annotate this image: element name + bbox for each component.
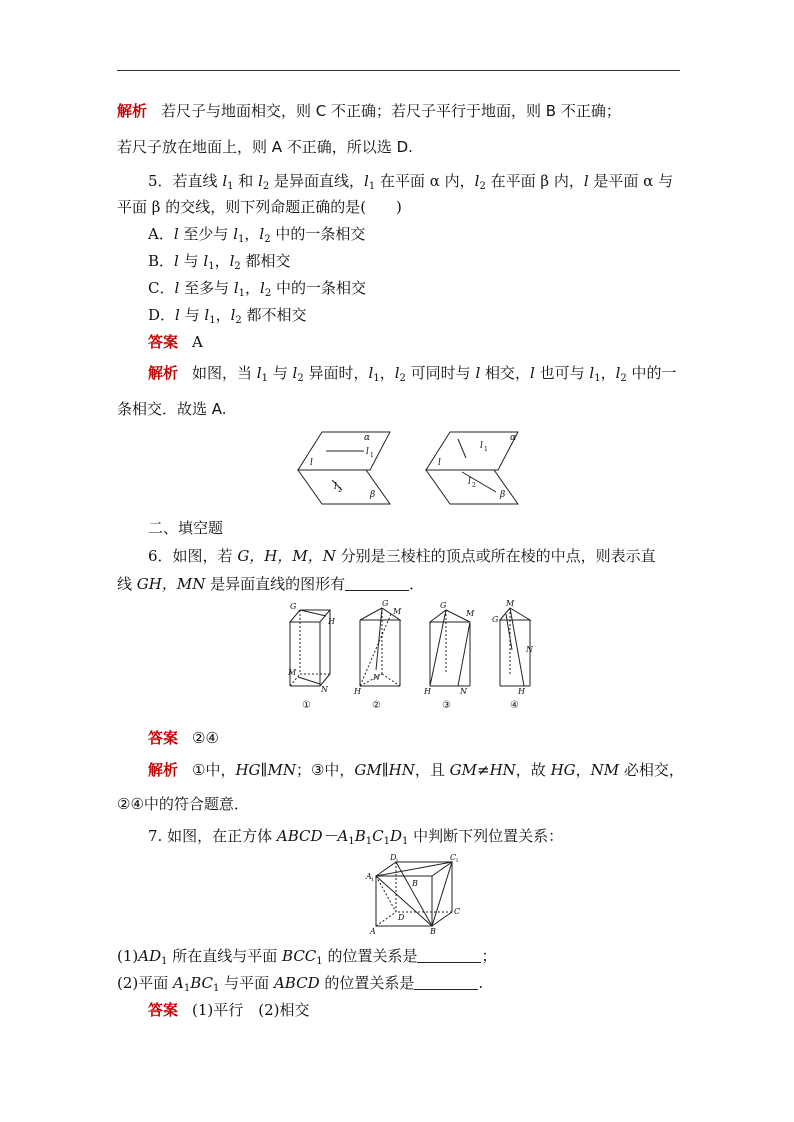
sub: 1	[227, 181, 234, 192]
q7-stem	[148, 826, 713, 846]
q5-stem-line1	[148, 171, 713, 191]
option-pre: 与	[179, 306, 205, 324]
q6-answer-value: ②④	[192, 729, 219, 747]
point-A1: A	[366, 872, 372, 881]
point-M: M	[393, 607, 402, 616]
q6-stem-line2	[117, 574, 682, 594]
point-C1: C	[450, 853, 457, 862]
q5-stem-a: 若直线	[172, 172, 223, 190]
q5-stem-c: 是异面直线，	[269, 172, 365, 190]
t: .	[478, 974, 484, 992]
var-l: l	[175, 306, 180, 324]
option-key: D．	[148, 306, 176, 324]
point-C: C	[454, 907, 461, 916]
prism-2	[360, 608, 400, 686]
sub: 1	[161, 956, 168, 967]
point-G: G	[440, 601, 447, 610]
sub: 2	[235, 315, 242, 326]
answer-label: 答案	[148, 729, 179, 747]
point-N: N	[373, 673, 380, 682]
sub: 2	[297, 373, 304, 384]
t: 所在直线与平面	[167, 947, 283, 965]
answer-blank	[414, 975, 478, 990]
math: ABCD－A	[276, 827, 349, 845]
q4-analysis-line2	[117, 137, 682, 157]
q5-stem-b: 和	[233, 172, 259, 190]
point-G: G	[290, 602, 297, 611]
var-l: l	[364, 172, 369, 190]
cube-diagram	[362, 852, 462, 936]
var-l: l	[475, 364, 481, 382]
header-rule	[117, 70, 680, 71]
answer-blank	[345, 576, 409, 591]
q5-analysis-line2	[117, 399, 682, 419]
t: 中的一	[626, 364, 677, 382]
math: ABCD	[273, 974, 320, 992]
point-H: H	[424, 687, 431, 696]
option-pre: 至少与	[178, 225, 234, 243]
var-l: l	[258, 172, 263, 190]
plane-beta-left	[298, 470, 390, 504]
q5-option-d	[148, 305, 713, 325]
sub: 1	[371, 877, 375, 883]
vars: G，H，M，N	[237, 547, 336, 565]
analysis-label: 解析	[148, 364, 179, 382]
sub: 1	[238, 288, 246, 299]
math: B	[354, 827, 366, 845]
option-pre: 与	[178, 252, 204, 270]
var-l: l	[474, 172, 480, 190]
label-l2: l	[334, 482, 337, 492]
sub: 2	[399, 373, 406, 384]
q7-number: 7.	[148, 827, 163, 845]
answer-blank	[417, 948, 481, 963]
caption-2: ②	[372, 700, 381, 711]
math: C	[372, 827, 384, 845]
label-sub2: 2	[472, 482, 476, 489]
var-l: l	[233, 279, 239, 297]
option-post: 都不相交	[241, 306, 307, 324]
q4-analysis-text1: 若尺子与地面相交，则 C 不正确；若尺子平行于地面，则 B 不正确；	[161, 102, 621, 120]
section-title: 二、填空题	[148, 519, 224, 537]
label-sub2: 2	[338, 487, 342, 494]
point-N: N	[321, 685, 328, 694]
point-G: G	[382, 600, 389, 608]
math: HG∥MN	[235, 761, 296, 779]
sub: 2	[234, 261, 241, 272]
math: A	[173, 974, 184, 992]
analysis-label: 解析	[148, 761, 179, 779]
t: 的位置关系是	[322, 947, 418, 965]
q5-analysis-line1	[148, 363, 713, 383]
label-sub1: 1	[370, 452, 374, 459]
sub: 2	[620, 373, 627, 384]
point-M: M	[506, 600, 515, 608]
point-B-bottom: B	[430, 927, 436, 936]
var-l: l	[260, 279, 265, 297]
t: 条相交．故选 A.	[117, 400, 227, 418]
sub: 2	[264, 234, 271, 245]
sub: 1	[395, 858, 399, 864]
t: 线	[117, 575, 137, 593]
math: GM≠HN	[449, 761, 516, 779]
analysis-label: 解析	[117, 102, 148, 120]
t: 与	[267, 364, 293, 382]
q5-answer	[148, 332, 713, 352]
sub: 1	[348, 836, 355, 847]
t: 如图，若	[172, 547, 238, 565]
q5-answer-value: A	[192, 333, 203, 351]
option-key: B．	[148, 252, 175, 270]
t: 异面时，	[303, 364, 369, 382]
sub: 1	[261, 373, 268, 384]
answer-label: 答案	[148, 333, 179, 351]
option-key: A．	[148, 225, 174, 243]
point-H: H	[354, 687, 361, 696]
math: GM∥HN	[354, 761, 415, 779]
caption-3: ③	[442, 700, 451, 711]
sub: 1	[368, 181, 376, 192]
var-l: l	[230, 306, 236, 324]
option-mid: ，	[245, 279, 261, 297]
t: ②④中的符合题意．	[117, 795, 249, 813]
var-l: l	[368, 364, 374, 382]
var-l: l	[174, 252, 179, 270]
var-l: l	[173, 225, 179, 243]
t: ，	[575, 761, 591, 779]
point-H: H	[328, 617, 335, 626]
point-M: M	[288, 668, 297, 677]
q4-analysis-line1	[117, 101, 682, 121]
q7-figure	[362, 852, 462, 936]
point-D1: D	[390, 853, 397, 862]
line-l1-right	[458, 439, 466, 458]
option-mid: ，	[214, 252, 230, 270]
point-D: D	[398, 913, 405, 922]
q5-stem-line2	[117, 197, 682, 217]
sub: 1	[208, 261, 215, 272]
t: 如图，在正方体	[162, 827, 277, 845]
label-beta: β	[500, 490, 506, 500]
var-l: l	[174, 279, 180, 297]
t: 相交，	[480, 364, 531, 382]
option-mid: ，	[244, 225, 260, 243]
q4-analysis-text2: 若尺子放在地面上，则 A 不正确，所以选 D.	[117, 138, 413, 156]
t: ；	[481, 947, 497, 965]
t: 的位置关系是	[319, 974, 415, 992]
option-post: 中的一条相交	[271, 279, 367, 297]
q5-option-c	[148, 278, 713, 298]
var-l: l	[203, 252, 209, 270]
sub: 1	[316, 956, 323, 967]
sub: 1	[383, 836, 390, 847]
math: D	[389, 827, 403, 845]
t: ；③中，	[295, 761, 355, 779]
t: (2)平面	[117, 974, 174, 992]
option-pre: 至多与	[179, 279, 234, 297]
q7-answer-value: (1)平行 (2)相交	[192, 1001, 310, 1019]
q6-stem-line1	[148, 546, 713, 566]
label-beta: β	[370, 490, 376, 500]
var-l: l	[259, 225, 265, 243]
label-l1: l	[480, 441, 483, 451]
t: 必相交，	[619, 761, 684, 779]
vars: GH，MN	[136, 575, 206, 593]
point-A: A	[370, 927, 376, 936]
t: ．	[409, 575, 425, 593]
q7-sub1	[117, 946, 682, 966]
option-key: C．	[148, 279, 175, 297]
point-B: B	[412, 879, 418, 888]
planes-diagram	[290, 428, 530, 508]
sub: 1	[183, 983, 191, 994]
section-heading	[148, 518, 713, 538]
point-H: H	[518, 687, 525, 696]
q5-stem2: 平面 β 的交线，则下列命题正确的是( )	[117, 198, 402, 216]
math: BCC	[282, 947, 317, 965]
var-l: l	[394, 364, 400, 382]
q5-stem-e: 在平面 β 内，	[485, 172, 584, 190]
math: BC	[190, 974, 214, 992]
var-l: l	[615, 364, 621, 382]
sub: 1	[402, 836, 409, 847]
sub: 1	[238, 234, 245, 245]
q6-number: 6．	[148, 547, 173, 565]
t: ①中，	[192, 761, 236, 779]
q5-stem-d: 在平面 α 内，	[375, 172, 475, 190]
sub: 2	[264, 288, 272, 299]
q5-number: 5．	[148, 172, 173, 190]
sub: 1	[455, 858, 459, 864]
label-l: l	[438, 458, 441, 468]
label-sub1: 1	[484, 446, 488, 453]
sub: 1	[365, 836, 373, 847]
label-l: l	[310, 458, 313, 468]
q5-option-a	[148, 224, 713, 244]
var-l: l	[229, 252, 235, 270]
var-l: l	[204, 306, 210, 324]
option-post: 都相交	[240, 252, 291, 270]
t: ，	[379, 364, 395, 382]
point-M: M	[466, 609, 475, 618]
label-l1: l	[366, 447, 369, 457]
var-l: l	[292, 364, 298, 382]
math: AD	[138, 947, 162, 965]
var-l: l	[583, 172, 589, 190]
answer-label: 答案	[148, 1001, 179, 1019]
var-l: l	[233, 225, 239, 243]
sub: 1	[594, 373, 601, 384]
t: 分别是三棱柱的顶点或所在棱的中点，则表示直	[335, 547, 656, 565]
sub: 1	[213, 983, 220, 994]
point-N: N	[460, 687, 467, 696]
caption-4: ④	[510, 700, 519, 711]
sub: 1	[373, 373, 380, 384]
t: ，且	[414, 761, 450, 779]
q6-answer	[148, 728, 713, 748]
t: 中判断下列位置关系：	[408, 827, 564, 845]
t: (1)	[117, 947, 139, 965]
prisms-diagram	[280, 600, 540, 715]
label-alpha: α	[364, 433, 371, 443]
q5-figure	[290, 428, 530, 508]
var-l: l	[222, 172, 228, 190]
math: NM	[590, 761, 620, 779]
caption-1: ①	[302, 700, 311, 711]
var-l: l	[256, 364, 262, 382]
t: 与平面	[219, 974, 274, 992]
option-post: 中的一条相交	[270, 225, 366, 243]
t: 也可与	[534, 364, 590, 382]
q5-option-b	[148, 251, 713, 271]
q6-analysis-line2	[117, 794, 682, 814]
point-N: N	[526, 645, 533, 654]
sub: 1	[209, 315, 216, 326]
t: ，故	[515, 761, 551, 779]
t: 可同时与	[405, 364, 476, 382]
q5-stem-f: 是平面 α 与	[588, 172, 674, 190]
q6-analysis-line1	[148, 760, 713, 780]
label-alpha: α	[510, 433, 517, 443]
math: HG	[550, 761, 576, 779]
q7-answer	[148, 1000, 713, 1020]
var-l: l	[530, 364, 535, 382]
t: 是异面直线的图形有	[205, 575, 346, 593]
q6-figure	[280, 600, 540, 715]
label-l2: l	[468, 477, 471, 487]
t: ，	[600, 364, 616, 382]
sub: 2	[262, 181, 270, 192]
var-l: l	[589, 364, 595, 382]
point-G: G	[492, 615, 499, 624]
sub: 2	[479, 181, 486, 192]
t: 如图，当	[192, 364, 257, 382]
option-mid: ，	[215, 306, 231, 324]
q7-sub2	[117, 973, 682, 993]
prism-3	[430, 610, 470, 686]
